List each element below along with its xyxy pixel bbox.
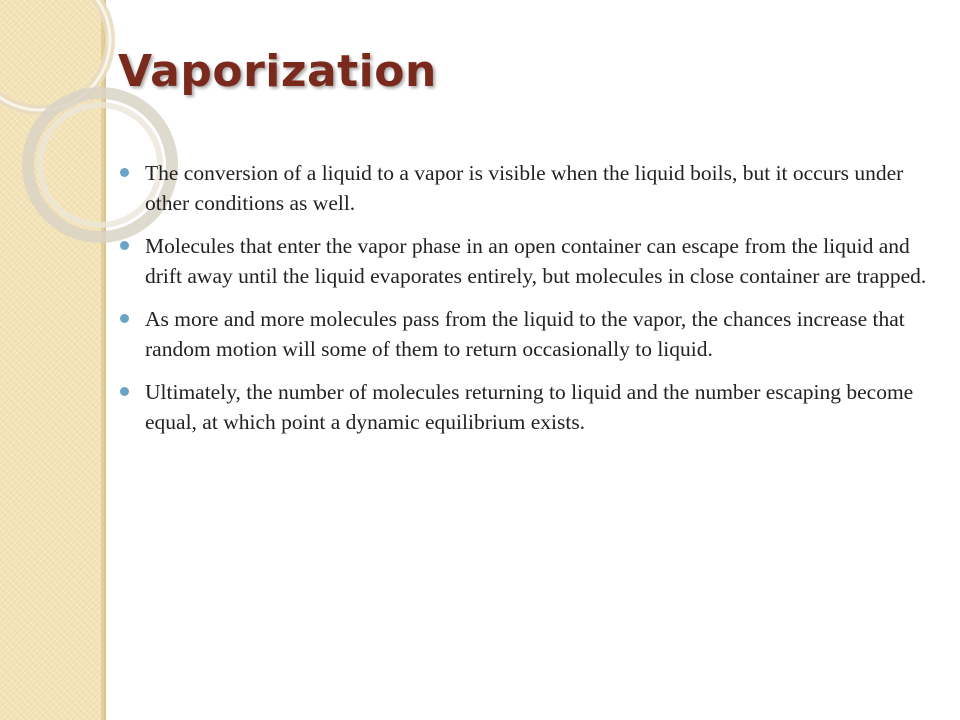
bullet-item <box>120 231 932 291</box>
bullet-dot-icon <box>120 387 129 396</box>
bullet-item <box>120 158 932 218</box>
bullet-dot-icon <box>120 241 129 250</box>
bullet-dot-icon <box>120 314 129 323</box>
bullet-item <box>120 304 932 364</box>
bullet-text: Molecules that enter the vapor phase in an open container can escape from the liquid and drift away until the liquid evaporates entirely, but molecules in close container are trapped. <box>145 234 927 288</box>
bullet-list <box>120 158 932 450</box>
slide-title: Vaporization <box>118 46 437 97</box>
bullet-text: The conversion of a liquid to a vapor is visible when the liquid boils, but it occurs under other conditions as well. <box>145 161 904 215</box>
bullet-dot-icon <box>120 168 129 177</box>
bullet-item <box>120 377 932 437</box>
bullet-text: As more and more molecules pass from the liquid to the vapor, the chances increase that random motion will some of them to return occasionally to liquid. <box>145 307 905 361</box>
bullet-text: Ultimately, the number of molecules returning to liquid and the number escaping become equal, at which point a dynamic equilibrium exists. <box>145 380 914 434</box>
